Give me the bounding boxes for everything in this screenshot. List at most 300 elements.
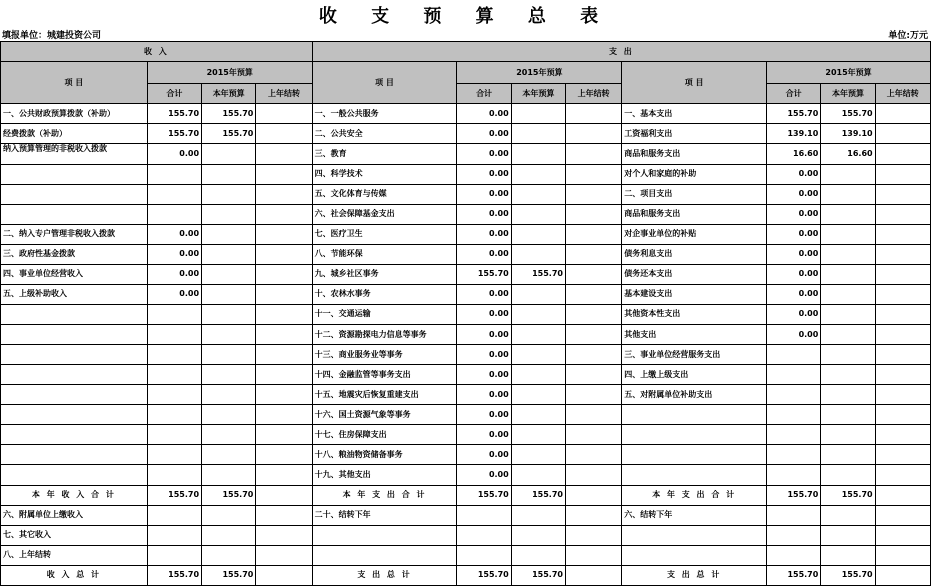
expense-func-current-cell: 155.70: [511, 485, 565, 505]
expense-econ-item-cell: 四、上缴上级支出: [622, 365, 767, 385]
table-row: [1, 204, 931, 224]
expense-func-carryover-cell: [565, 104, 621, 124]
expense-econ-current-cell: 139.10: [821, 124, 875, 144]
expense-econ-carryover-cell: [875, 244, 930, 264]
expense-func-item-cell: 三、教育: [312, 144, 457, 164]
table-row: [1, 385, 931, 405]
expense-func-item-cell: 七、医疗卫生: [312, 224, 457, 244]
income-item-cell: 三、政府性基金拨款: [1, 244, 148, 264]
income-total-cell: 155.70: [147, 565, 201, 585]
expense-econ-current-cell: [821, 284, 875, 304]
expense-func-item-cell: 一、一般公共服务: [312, 104, 457, 124]
expense-econ-total-cell: [767, 385, 821, 405]
income-item-cell: 收 入 总 计: [1, 565, 148, 585]
expense-func-total-cell: 0.00: [457, 184, 511, 204]
expense-func-item-cell: 十二、资源勘探电力信息等事务: [312, 325, 457, 345]
expense-func-carryover-cell: [565, 144, 621, 164]
income-current-cell: [202, 405, 256, 425]
income-item-cell: 五、上级补助收入: [1, 284, 148, 304]
expense-func-carryover-cell: [565, 485, 621, 505]
income-section-header: 收 入: [1, 42, 313, 62]
expense-func-current-cell: [511, 184, 565, 204]
expense-func-current-cell: [511, 525, 565, 545]
income-carryover-cell: [256, 545, 312, 565]
expense-econ-current-cell: [821, 425, 875, 445]
expense-econ-carryover-cell: [875, 184, 930, 204]
expense-econ-current-cell: [821, 244, 875, 264]
expense-func-carryover-cell: [565, 124, 621, 144]
expense-func-carryover-cell: [565, 525, 621, 545]
expense-econ-item-cell: 支 出 总 计: [622, 565, 767, 585]
income-current-cell: [202, 224, 256, 244]
expense-func-carryover-cell: [565, 345, 621, 365]
income-total-cell: [147, 345, 201, 365]
income-current-cell: [202, 144, 256, 164]
col-header-total: 合计: [147, 84, 201, 104]
expense-econ-item-cell: 二、项目支出: [622, 184, 767, 204]
expense-func-current-cell: [511, 144, 565, 164]
expense-econ-total-cell: 0.00: [767, 264, 821, 284]
expense-econ-total-cell: [767, 465, 821, 485]
expense-econ-item-cell: [622, 405, 767, 425]
income-carryover-cell: [256, 465, 312, 485]
expense-econ-total-cell: [767, 345, 821, 365]
expense-func-carryover-cell: [565, 304, 621, 324]
income-item-cell: [1, 465, 148, 485]
income-current-cell: [202, 525, 256, 545]
expense-econ-total-cell: 0.00: [767, 325, 821, 345]
expense-func-total-cell: 0.00: [457, 224, 511, 244]
table-row: [1, 565, 931, 585]
income-current-cell: [202, 244, 256, 264]
income-carryover-cell: [256, 425, 312, 445]
expense-func-total-cell: 0.00: [457, 244, 511, 264]
expense-econ-carryover-cell: [875, 445, 930, 465]
income-item-cell: [1, 345, 148, 365]
expense-func-carryover-cell: [565, 164, 621, 184]
expense-econ-item-cell: [622, 445, 767, 465]
table-row: [1, 445, 931, 465]
income-carryover-cell: [256, 505, 312, 525]
col-header-item: 项 目: [622, 62, 767, 104]
expense-econ-current-cell: [821, 445, 875, 465]
expense-func-total-cell: 0.00: [457, 445, 511, 465]
income-current-cell: [202, 304, 256, 324]
expense-econ-item-cell: [622, 525, 767, 545]
expense-econ-current-cell: [821, 525, 875, 545]
income-total-cell: 155.70: [147, 485, 201, 505]
expense-func-carryover-cell: [565, 325, 621, 345]
income-carryover-cell: [256, 244, 312, 264]
expense-econ-item-cell: 其他支出: [622, 325, 767, 345]
expense-func-current-cell: [511, 385, 565, 405]
income-current-cell: [202, 505, 256, 525]
expense-func-carryover-cell: [565, 465, 621, 485]
income-carryover-cell: [256, 445, 312, 465]
expense-func-current-cell: [511, 284, 565, 304]
income-total-cell: 0.00: [147, 224, 201, 244]
expense-func-carryover-cell: [565, 244, 621, 264]
expense-func-current-cell: [511, 325, 565, 345]
table-row: [1, 144, 931, 164]
expense-func-current-cell: 155.70: [511, 565, 565, 585]
expense-func-current-cell: [511, 304, 565, 324]
expense-econ-current-cell: [821, 405, 875, 425]
expense-econ-current-cell: [821, 204, 875, 224]
income-current-cell: [202, 385, 256, 405]
expense-func-current-cell: [511, 505, 565, 525]
expense-econ-current-cell: 155.70: [821, 485, 875, 505]
expense-func-total-cell: 0.00: [457, 465, 511, 485]
expense-func-item-cell: 十八、粮油物资储备事务: [312, 445, 457, 465]
table-row: [1, 465, 931, 485]
expense-func-item-cell: [312, 525, 457, 545]
table-row: [1, 405, 931, 425]
col-header-current: 本年预算: [202, 84, 256, 104]
expense-func-carryover-cell: [565, 264, 621, 284]
expense-econ-current-cell: [821, 365, 875, 385]
income-total-cell: [147, 445, 201, 465]
expense-econ-total-cell: 0.00: [767, 284, 821, 304]
income-carryover-cell: [256, 385, 312, 405]
income-current-cell: [202, 264, 256, 284]
table-body: [1, 104, 931, 586]
expense-econ-total-cell: 0.00: [767, 184, 821, 204]
expense-func-item-cell: 十九、其他支出: [312, 465, 457, 485]
income-item-cell: 八、上年结转: [1, 545, 148, 565]
income-total-cell: [147, 505, 201, 525]
expense-econ-item-cell: 三、事业单位经营服务支出: [622, 345, 767, 365]
expense-econ-total-cell: 0.00: [767, 224, 821, 244]
expense-func-current-cell: [511, 124, 565, 144]
col-header-current: 本年预算: [511, 84, 565, 104]
expense-econ-carryover-cell: [875, 425, 930, 445]
expense-func-total-cell: 155.70: [457, 565, 511, 585]
table-row: [1, 545, 931, 565]
expense-econ-carryover-cell: [875, 565, 930, 585]
expense-econ-carryover-cell: [875, 485, 930, 505]
expense-func-total-cell: 0.00: [457, 385, 511, 405]
expense-func-current-cell: [511, 445, 565, 465]
expense-func-item-cell: 四、科学技术: [312, 164, 457, 184]
expense-func-item-cell: 十七、住房保障支出: [312, 425, 457, 445]
expense-econ-current-cell: [821, 385, 875, 405]
table-row: [1, 264, 931, 284]
table-row: [1, 244, 931, 264]
expense-econ-current-cell: [821, 465, 875, 485]
expense-econ-total-cell: [767, 525, 821, 545]
expense-func-current-cell: [511, 244, 565, 264]
expense-func-current-cell: [511, 545, 565, 565]
expense-func-total-cell: 0.00: [457, 325, 511, 345]
income-carryover-cell: [256, 345, 312, 365]
income-current-cell: [202, 545, 256, 565]
expense-econ-carryover-cell: [875, 304, 930, 324]
income-item-cell: [1, 204, 148, 224]
col-header-total: 合计: [457, 84, 511, 104]
col-header-carryover: 上年结转: [565, 84, 621, 104]
income-item-cell: 四、事业单位经营收入: [1, 264, 148, 284]
income-current-cell: 155.70: [202, 485, 256, 505]
expense-econ-current-cell: [821, 345, 875, 365]
expense-econ-total-cell: 155.70: [767, 485, 821, 505]
col-header-year-budget: 2015年预算: [767, 62, 931, 84]
income-total-cell: [147, 545, 201, 565]
expense-func-total-cell: 0.00: [457, 164, 511, 184]
expense-econ-item-cell: 本 年 支 出 合 计: [622, 485, 767, 505]
income-carryover-cell: [256, 365, 312, 385]
expense-func-total-cell: [457, 545, 511, 565]
expense-func-carryover-cell: [565, 365, 621, 385]
expense-econ-carryover-cell: [875, 545, 930, 565]
income-total-cell: 0.00: [147, 144, 201, 164]
income-current-cell: [202, 164, 256, 184]
income-current-cell: [202, 204, 256, 224]
income-total-cell: [147, 465, 201, 485]
income-item-cell: 本 年 收 入 合 计: [1, 485, 148, 505]
expense-econ-current-cell: [821, 545, 875, 565]
expense-econ-total-cell: 0.00: [767, 164, 821, 184]
income-total-cell: 155.70: [147, 124, 201, 144]
expense-econ-carryover-cell: [875, 465, 930, 485]
expense-econ-item-cell: 工资福利支出: [622, 124, 767, 144]
expense-econ-carryover-cell: [875, 124, 930, 144]
expense-econ-carryover-cell: [875, 104, 930, 124]
col-header-item: 项 目: [312, 62, 457, 104]
page-title: 收 支 预 算 总 表: [318, 6, 613, 27]
expense-econ-carryover-cell: [875, 365, 930, 385]
col-header-current: 本年预算: [821, 84, 875, 104]
income-carryover-cell: [256, 164, 312, 184]
expense-func-total-cell: 0.00: [457, 304, 511, 324]
expense-func-current-cell: [511, 345, 565, 365]
expense-func-item-cell: 支 出 总 计: [312, 565, 457, 585]
expense-econ-total-cell: 155.70: [767, 565, 821, 585]
income-current-cell: [202, 365, 256, 385]
expense-func-carryover-cell: [565, 284, 621, 304]
table-row: [1, 184, 931, 204]
expense-func-current-cell: [511, 365, 565, 385]
expense-econ-current-cell: [821, 164, 875, 184]
income-item-cell: [1, 365, 148, 385]
income-carryover-cell: [256, 525, 312, 545]
income-item-cell: 七、其它收入: [1, 525, 148, 545]
expense-econ-total-cell: [767, 505, 821, 525]
expense-func-item-cell: 九、城乡社区事务: [312, 264, 457, 284]
table-row: [1, 304, 931, 324]
income-carryover-cell: [256, 325, 312, 345]
expense-econ-carryover-cell: [875, 284, 930, 304]
income-carryover-cell: [256, 304, 312, 324]
expense-econ-total-cell: 155.70: [767, 104, 821, 124]
expense-func-item-cell: 十四、金融监管等事务支出: [312, 365, 457, 385]
col-header-carryover: 上年结转: [875, 84, 930, 104]
expense-econ-item-cell: 基本建设支出: [622, 284, 767, 304]
income-item-cell: [1, 164, 148, 184]
income-item-cell: [1, 405, 148, 425]
expense-econ-item-cell: 六、结转下年: [622, 505, 767, 525]
expense-func-item-cell: [312, 545, 457, 565]
expense-func-current-cell: [511, 204, 565, 224]
income-total-cell: 0.00: [147, 284, 201, 304]
expense-func-current-cell: [511, 465, 565, 485]
income-item-cell: [1, 445, 148, 465]
table-row: [1, 325, 931, 345]
expense-econ-item-cell: 一、基本支出: [622, 104, 767, 124]
income-item-cell: 二、纳入专户管理非税收入拨款: [1, 224, 148, 244]
expense-econ-current-cell: [821, 184, 875, 204]
income-carryover-cell: [256, 264, 312, 284]
expense-func-item-cell: 十三、商业服务业等事务: [312, 345, 457, 365]
expense-func-total-cell: 155.70: [457, 485, 511, 505]
expense-econ-item-cell: [622, 465, 767, 485]
income-total-cell: 155.70: [147, 104, 201, 124]
income-current-cell: [202, 445, 256, 465]
expense-func-total-cell: [457, 525, 511, 545]
expense-econ-carryover-cell: [875, 264, 930, 284]
expense-econ-item-cell: [622, 545, 767, 565]
expense-func-total-cell: [457, 505, 511, 525]
expense-func-carryover-cell: [565, 565, 621, 585]
expense-econ-total-cell: [767, 425, 821, 445]
income-current-cell: 155.70: [202, 104, 256, 124]
expense-econ-item-cell: 商品和服务支出: [622, 144, 767, 164]
table-row: [1, 284, 931, 304]
expense-func-total-cell: 0.00: [457, 124, 511, 144]
expense-func-item-cell: 十六、国土资源气象等事务: [312, 405, 457, 425]
income-current-cell: [202, 184, 256, 204]
income-current-cell: 155.70: [202, 124, 256, 144]
income-total-cell: [147, 405, 201, 425]
expense-econ-carryover-cell: [875, 405, 930, 425]
col-header-year-budget: 2015年预算: [147, 62, 312, 84]
income-carryover-cell: [256, 104, 312, 124]
income-item-cell: [1, 184, 148, 204]
expense-func-total-cell: 155.70: [457, 264, 511, 284]
currency-unit: 单位:万元: [888, 31, 928, 41]
income-carryover-cell: [256, 184, 312, 204]
expense-func-item-cell: 六、社会保障基金支出: [312, 204, 457, 224]
income-item-cell: [1, 325, 148, 345]
table-row: [1, 485, 931, 505]
income-current-cell: [202, 425, 256, 445]
expense-func-item-cell: 本 年 支 出 合 计: [312, 485, 457, 505]
table-row: [1, 345, 931, 365]
income-item-cell: 纳入预算管理的非税收入拨款: [1, 144, 148, 164]
expense-func-current-cell: [511, 405, 565, 425]
expense-func-carryover-cell: [565, 505, 621, 525]
income-carryover-cell: [256, 204, 312, 224]
expense-econ-current-cell: [821, 505, 875, 525]
expense-econ-item-cell: 债务还本支出: [622, 264, 767, 284]
expense-func-current-cell: 155.70: [511, 264, 565, 284]
expense-econ-current-cell: [821, 264, 875, 284]
income-current-cell: 155.70: [202, 565, 256, 585]
table-row: [1, 164, 931, 184]
expense-func-carryover-cell: [565, 385, 621, 405]
income-total-cell: [147, 425, 201, 445]
expense-econ-total-cell: 16.60: [767, 144, 821, 164]
income-total-cell: [147, 204, 201, 224]
expense-func-current-cell: [511, 104, 565, 124]
expense-func-item-cell: 十五、地震灾后恢复重建支出: [312, 385, 457, 405]
expense-func-total-cell: 0.00: [457, 405, 511, 425]
expense-econ-item-cell: 债务利息支出: [622, 244, 767, 264]
expense-func-current-cell: [511, 164, 565, 184]
income-carryover-cell: [256, 284, 312, 304]
income-total-cell: [147, 325, 201, 345]
income-total-cell: [147, 304, 201, 324]
expense-econ-carryover-cell: [875, 144, 930, 164]
budget-table: [0, 41, 931, 586]
expense-func-current-cell: [511, 224, 565, 244]
expense-section-header: 支 出: [312, 42, 930, 62]
expense-func-carryover-cell: [565, 545, 621, 565]
table-row: [1, 104, 931, 124]
income-total-cell: 0.00: [147, 264, 201, 284]
income-carryover-cell: [256, 405, 312, 425]
expense-econ-item-cell: 商品和服务支出: [622, 204, 767, 224]
income-carryover-cell: [256, 485, 312, 505]
income-carryover-cell: [256, 565, 312, 585]
table-row: [1, 505, 931, 525]
income-item-cell: 经费拨款（补助）: [1, 124, 148, 144]
income-item-cell: [1, 304, 148, 324]
expense-econ-carryover-cell: [875, 204, 930, 224]
income-current-cell: [202, 345, 256, 365]
expense-func-carryover-cell: [565, 445, 621, 465]
col-header-carryover: 上年结转: [256, 84, 312, 104]
income-carryover-cell: [256, 144, 312, 164]
income-current-cell: [202, 465, 256, 485]
expense-func-total-cell: 0.00: [457, 365, 511, 385]
expense-econ-carryover-cell: [875, 224, 930, 244]
col-header-year-budget: 2015年预算: [457, 62, 622, 84]
expense-econ-total-cell: 139.10: [767, 124, 821, 144]
expense-func-carryover-cell: [565, 224, 621, 244]
income-carryover-cell: [256, 224, 312, 244]
income-item-cell: 六、附属单位上缴收入: [1, 505, 148, 525]
income-total-cell: [147, 385, 201, 405]
income-item-cell: 一、公共财政预算拨款（补助）: [1, 104, 148, 124]
expense-func-item-cell: 十、农林水事务: [312, 284, 457, 304]
expense-econ-current-cell: 16.60: [821, 144, 875, 164]
income-current-cell: [202, 325, 256, 345]
expense-econ-current-cell: 155.70: [821, 565, 875, 585]
table-row: [1, 525, 931, 545]
expense-econ-item-cell: 对企事业单位的补贴: [622, 224, 767, 244]
expense-func-total-cell: 0.00: [457, 204, 511, 224]
income-total-cell: [147, 184, 201, 204]
expense-func-total-cell: 0.00: [457, 425, 511, 445]
expense-econ-total-cell: 0.00: [767, 204, 821, 224]
col-header-total: 合计: [767, 84, 821, 104]
expense-func-item-cell: 十一、交通运输: [312, 304, 457, 324]
expense-econ-item-cell: 对个人和家庭的补助: [622, 164, 767, 184]
expense-econ-current-cell: 155.70: [821, 104, 875, 124]
expense-econ-item-cell: 五、对附属单位补助支出: [622, 385, 767, 405]
expense-econ-total-cell: [767, 405, 821, 425]
table-row: [1, 425, 931, 445]
expense-econ-carryover-cell: [875, 164, 930, 184]
expense-econ-carryover-cell: [875, 325, 930, 345]
expense-func-total-cell: 0.00: [457, 284, 511, 304]
expense-func-item-cell: 五、文化体育与传媒: [312, 184, 457, 204]
expense-func-carryover-cell: [565, 405, 621, 425]
income-current-cell: [202, 284, 256, 304]
expense-econ-total-cell: [767, 445, 821, 465]
col-header-item: 项 目: [1, 62, 148, 104]
